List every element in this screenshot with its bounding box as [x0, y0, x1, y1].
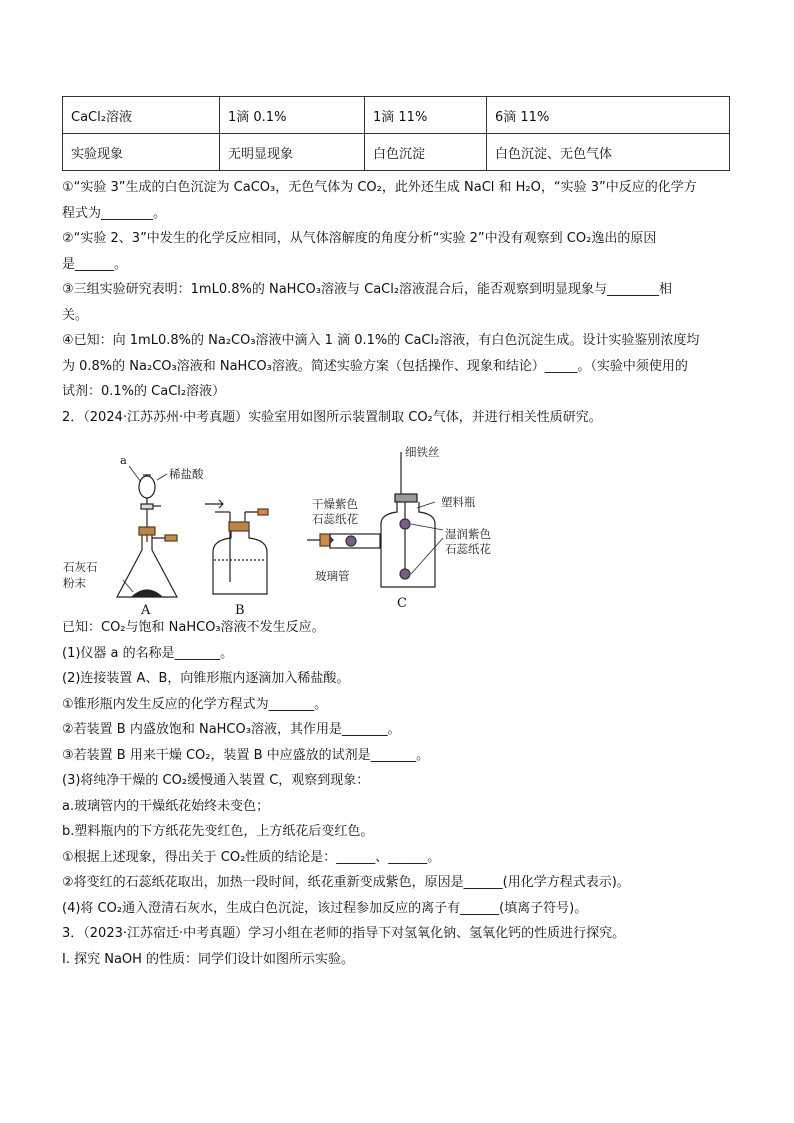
- table-row: [63, 97, 730, 134]
- label-A: A: [141, 603, 151, 618]
- label-wet-paper: 湿润紫色: [445, 527, 491, 541]
- label-wire: 细铁丝: [405, 445, 440, 459]
- apparatus-figure: [63, 442, 525, 618]
- text-line: 为 0.8%的 Na₂CO₃溶液和 NaHCO₃溶液。简述实验方案（包括操作、现象和结论）_____。（实验中须使用的: [62, 358, 688, 374]
- text-line: 程式为________。: [62, 205, 167, 221]
- table-cell: 无明显现象: [220, 134, 365, 171]
- label-C: C: [397, 596, 407, 611]
- question-3-heading: 3．（2023·江苏宿迁·中考真题）学习小组在老师的指导下对氢氧化钠、氢氧化钙的性质进行探究。: [62, 926, 626, 941]
- text-line: ②若装置 B 内盛放饱和 NaHCO₃溶液，其作用是_______。: [62, 722, 401, 737]
- label-tube: 玻璃管: [315, 569, 350, 583]
- label-a: a: [120, 453, 127, 467]
- text-line: 已知：CO₂与饱和 NaHCO₃溶液不发生反应。: [62, 620, 325, 635]
- text-line: ①锥形瓶内发生反应的化学方程式为_______。: [62, 696, 328, 712]
- text-line: (3)将纯净干燥的 CO₂缓慢通入装置 C，观察到现象：: [62, 773, 370, 788]
- text-line: ①根据上述现象，得出关于 CO₂性质的结论是：______、______。: [62, 849, 441, 865]
- table-cell: 白色沉淀: [365, 134, 487, 171]
- text-line: a.玻璃管内的干燥纸花始终未变色；: [62, 798, 270, 814]
- text-line: Ⅰ. 探究 NaOH 的性质：同学们设计如图所示实验。: [62, 951, 355, 967]
- label-acid: 稀盐酸: [169, 467, 204, 481]
- text-line: b.塑料瓶内的下方纸花先变红色，上方纸花后变红色。: [62, 824, 374, 839]
- label-wet-paper: 石蕊纸花: [445, 542, 491, 556]
- apparatus-b: [205, 500, 268, 594]
- text-line: (4)将 CO₂通入澄清石灰水，生成白色沉淀，该过程参加反应的离子有______(填离子符号)。: [62, 900, 588, 916]
- text-line: ②“实验 2、3”中发生的化学反应相同，从气体溶解度的角度分析“实验 2”中没有观察到 CO₂逸出的原因: [62, 231, 657, 246]
- text-line: ②将变红的石蕊纸花取出，加热一段时间，纸花重新变成紫色，原因是______(用化学方程式表示)。: [62, 875, 630, 890]
- label-limestone: 粉末: [63, 576, 86, 590]
- table-cell: 实验现象: [63, 134, 220, 171]
- table-cell: 6滴 11%: [487, 97, 730, 134]
- table-cell: CaCl₂溶液: [63, 97, 220, 134]
- table-row: [63, 134, 730, 171]
- table-cell: 1滴 11%: [365, 97, 487, 134]
- label-dry-paper: 石蕊纸花: [312, 512, 358, 526]
- text-line: 关。: [62, 307, 89, 323]
- text-line: ③若装置 B 用来干燥 CO₂，装置 B 中应盛放的试剂是_______。: [62, 747, 430, 763]
- label-B: B: [235, 603, 245, 618]
- label-limestone: 石灰石: [63, 560, 98, 574]
- question-1-text: [62, 175, 730, 430]
- question-2-heading: 2．（2024·江苏苏州·中考真题）实验室用如图所示装置制取 CO₂气体，并进行相关性质研究。: [62, 409, 602, 425]
- apparatus-a: [117, 466, 177, 597]
- text-line: ④已知：向 1mL0.8%的 Na₂CO₃溶液中滴入 1 滴 0.1%的 CaCl₂溶液，有白色沉淀生成。设计实验鉴别浓度均: [62, 333, 700, 348]
- experiment-table: [62, 96, 730, 171]
- text-line: (1)仪器 a 的名称是_______。: [62, 645, 234, 661]
- text-line: 是______。: [62, 256, 128, 272]
- question-2-text: [62, 615, 730, 972]
- table-cell: 1滴 0.1%: [220, 97, 365, 134]
- text-line: (2)连接装置 A、B，向锥形瓶内逐滴加入稀盐酸。: [62, 671, 350, 686]
- table-cell: 白色沉淀、无色气体: [487, 134, 730, 171]
- text-line: ③三组实验研究表明：1mL0.8%的 NaHCO₃溶液与 CaCl₂溶液混合后，能否观察到明显现象与________相: [62, 282, 673, 297]
- text-line: ①“实验 3”生成的白色沉淀为 CaCO₃，无色气体为 CO₂，此外还生成 NaCl 和 H₂O，“实验 3”中反应的化学方: [62, 180, 697, 195]
- label-dry-paper: 干燥紫色: [312, 497, 358, 511]
- label-bottle: 塑料瓶: [441, 495, 476, 509]
- text-line: 试剂：0.1%的 CaCl₂溶液）: [62, 384, 226, 399]
